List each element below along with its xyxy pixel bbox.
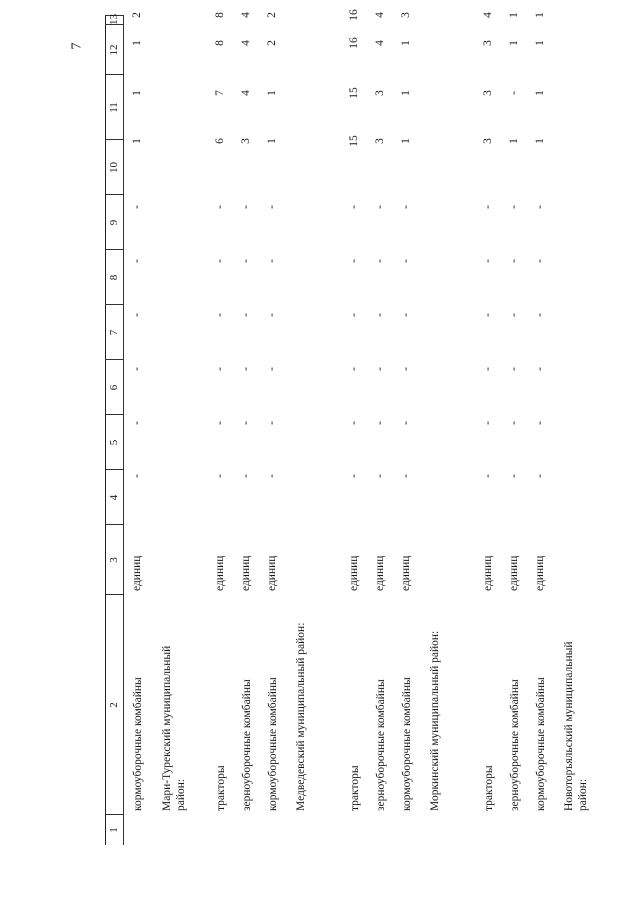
row-value: -	[266, 259, 278, 263]
row-value: -	[508, 367, 520, 371]
column-number: 13	[108, 14, 120, 25]
row-value: 1	[508, 138, 520, 144]
column-number: 9	[108, 219, 120, 226]
row-value: -	[482, 259, 494, 263]
row-value: -	[214, 259, 226, 263]
row-value: 1	[508, 40, 520, 46]
row-unit: единиц	[131, 555, 143, 591]
row-value: -	[348, 474, 360, 478]
row-unit: единиц	[240, 555, 252, 591]
row-value: -	[534, 259, 546, 263]
row-value: -	[400, 421, 412, 425]
row-value: 1	[400, 40, 412, 46]
column-number: 7	[108, 329, 120, 336]
row-value: -	[508, 313, 520, 317]
row-value: -	[400, 474, 412, 478]
row-value: -	[266, 421, 278, 425]
row-value: 1	[534, 90, 546, 96]
row-unit: единиц	[348, 555, 360, 591]
row-value: 3	[482, 40, 494, 46]
row-unit: единиц	[374, 555, 386, 591]
row-value: -	[400, 259, 412, 263]
row-name: Медведевский муниципальный район:	[295, 622, 307, 811]
row-value: -	[266, 205, 278, 209]
row-value: -	[266, 367, 278, 371]
row-value: -	[131, 313, 143, 317]
column-number: 4	[108, 494, 120, 501]
row-name: зерноуборочные комбайны	[241, 679, 253, 811]
row-value: -	[482, 313, 494, 317]
row-unit: единиц	[508, 555, 520, 591]
row-name: тракторы	[215, 765, 227, 811]
row-value: -	[508, 91, 520, 95]
column-number: 3	[108, 557, 120, 563]
row-value: -	[508, 421, 520, 425]
row-unit: единиц	[214, 555, 226, 591]
column-number: 11	[108, 102, 120, 113]
column-number-row-border	[123, 15, 124, 845]
row-value: -	[240, 205, 252, 209]
row-value: 3	[374, 90, 386, 96]
row-value: 16	[348, 9, 360, 21]
row-value: -	[348, 421, 360, 425]
row-value: -	[508, 259, 520, 263]
row-value: -	[534, 474, 546, 478]
row-name: зерноуборочные комбайны	[375, 679, 387, 811]
row-value: -	[348, 205, 360, 209]
row-value: 1	[266, 90, 278, 96]
row-value: -	[131, 421, 143, 425]
row-value: 3	[482, 138, 494, 144]
row-value: 2	[266, 40, 278, 46]
row-value: 4	[240, 90, 252, 96]
row-value: 1	[534, 40, 546, 46]
row-value: 16	[348, 37, 360, 49]
row-unit: единиц	[266, 555, 278, 591]
row-value: 1	[266, 138, 278, 144]
row-value: -	[131, 474, 143, 478]
row-value: -	[240, 259, 252, 263]
row-name: тракторы	[349, 765, 361, 811]
row-value: -	[534, 421, 546, 425]
row-value: -	[348, 313, 360, 317]
row-value: -	[374, 367, 386, 371]
row-name: тракторы	[483, 765, 495, 811]
row-value: 3	[240, 138, 252, 144]
row-value: 1	[131, 90, 143, 96]
row-value: 4	[374, 40, 386, 46]
row-value: 7	[214, 90, 226, 96]
row-value: 4	[482, 12, 494, 18]
row-unit: единиц	[482, 555, 494, 591]
row-value: 4	[240, 12, 252, 18]
column-number: 10	[108, 162, 120, 173]
row-value: -	[374, 205, 386, 209]
row-value: 1	[131, 138, 143, 144]
row-value: -	[374, 259, 386, 263]
row-value: 2	[266, 12, 278, 18]
row-value: 3	[482, 90, 494, 96]
row-unit: единиц	[534, 555, 546, 591]
data-table	[105, 9, 589, 845]
column-number: 6	[108, 384, 120, 391]
row-value: -	[214, 474, 226, 478]
row-value: -	[534, 367, 546, 371]
row-value: -	[240, 421, 252, 425]
row-value: 1	[131, 40, 143, 46]
row-value: -	[374, 313, 386, 317]
row-value: -	[214, 313, 226, 317]
column-number: 1	[108, 827, 120, 833]
row-name: зерноуборочные комбайны	[509, 679, 521, 811]
row-name: кормоуборочные комбайны	[267, 677, 279, 811]
row-value: -	[240, 367, 252, 371]
row-value: -	[400, 367, 412, 371]
row-unit: единиц	[400, 555, 412, 591]
row-name: кормоуборочные комбайны	[132, 677, 144, 811]
row-value: 1	[534, 138, 546, 144]
row-value: 4	[374, 12, 386, 18]
row-value: 2	[131, 12, 143, 18]
row-value: -	[534, 313, 546, 317]
row-value: 1	[508, 12, 520, 18]
row-value: 3	[374, 138, 386, 144]
row-value: -	[374, 474, 386, 478]
row-value: -	[400, 313, 412, 317]
row-value: -	[534, 205, 546, 209]
row-value: -	[482, 205, 494, 209]
row-value: 4	[240, 40, 252, 46]
row-value: 8	[214, 40, 226, 46]
row-value: -	[508, 205, 520, 209]
row-value: 8	[214, 12, 226, 18]
column-number: 8	[108, 274, 120, 281]
row-value: -	[508, 474, 520, 478]
row-name: Моркинский муниципальный район:	[429, 630, 441, 811]
row-value: -	[131, 367, 143, 371]
row-value: -	[482, 367, 494, 371]
row-value: -	[214, 205, 226, 209]
row-value: 1	[534, 12, 546, 18]
page-number: 7	[69, 42, 85, 50]
column-number: 2	[108, 702, 120, 708]
row-value: -	[482, 421, 494, 425]
row-value: 15	[348, 87, 360, 99]
row-value: 3	[400, 12, 412, 18]
row-value: -	[348, 259, 360, 263]
row-name: кормоуборочные комбайны	[535, 677, 547, 811]
row-value: -	[266, 474, 278, 478]
row-value: 1	[400, 138, 412, 144]
row-value: -	[266, 313, 278, 317]
row-value: -	[240, 474, 252, 478]
row-value: -	[348, 367, 360, 371]
row-name: Мари-Турекский муниципальный район:	[161, 645, 187, 811]
row-value: 6	[214, 138, 226, 144]
row-value: -	[400, 205, 412, 209]
row-value: -	[214, 421, 226, 425]
row-name: Новоторъяльский муниципальный район:	[563, 641, 589, 811]
row-value: 1	[400, 90, 412, 96]
row-value: -	[214, 367, 226, 371]
row-value: -	[131, 259, 143, 263]
row-value: -	[482, 474, 494, 478]
row-name: кормоуборочные комбайны	[401, 677, 413, 811]
column-number: 5	[108, 439, 120, 446]
row-value: -	[374, 421, 386, 425]
row-value: 15	[348, 135, 360, 147]
row-value: -	[131, 205, 143, 209]
column-number: 12	[108, 44, 120, 56]
row-value: -	[240, 313, 252, 317]
